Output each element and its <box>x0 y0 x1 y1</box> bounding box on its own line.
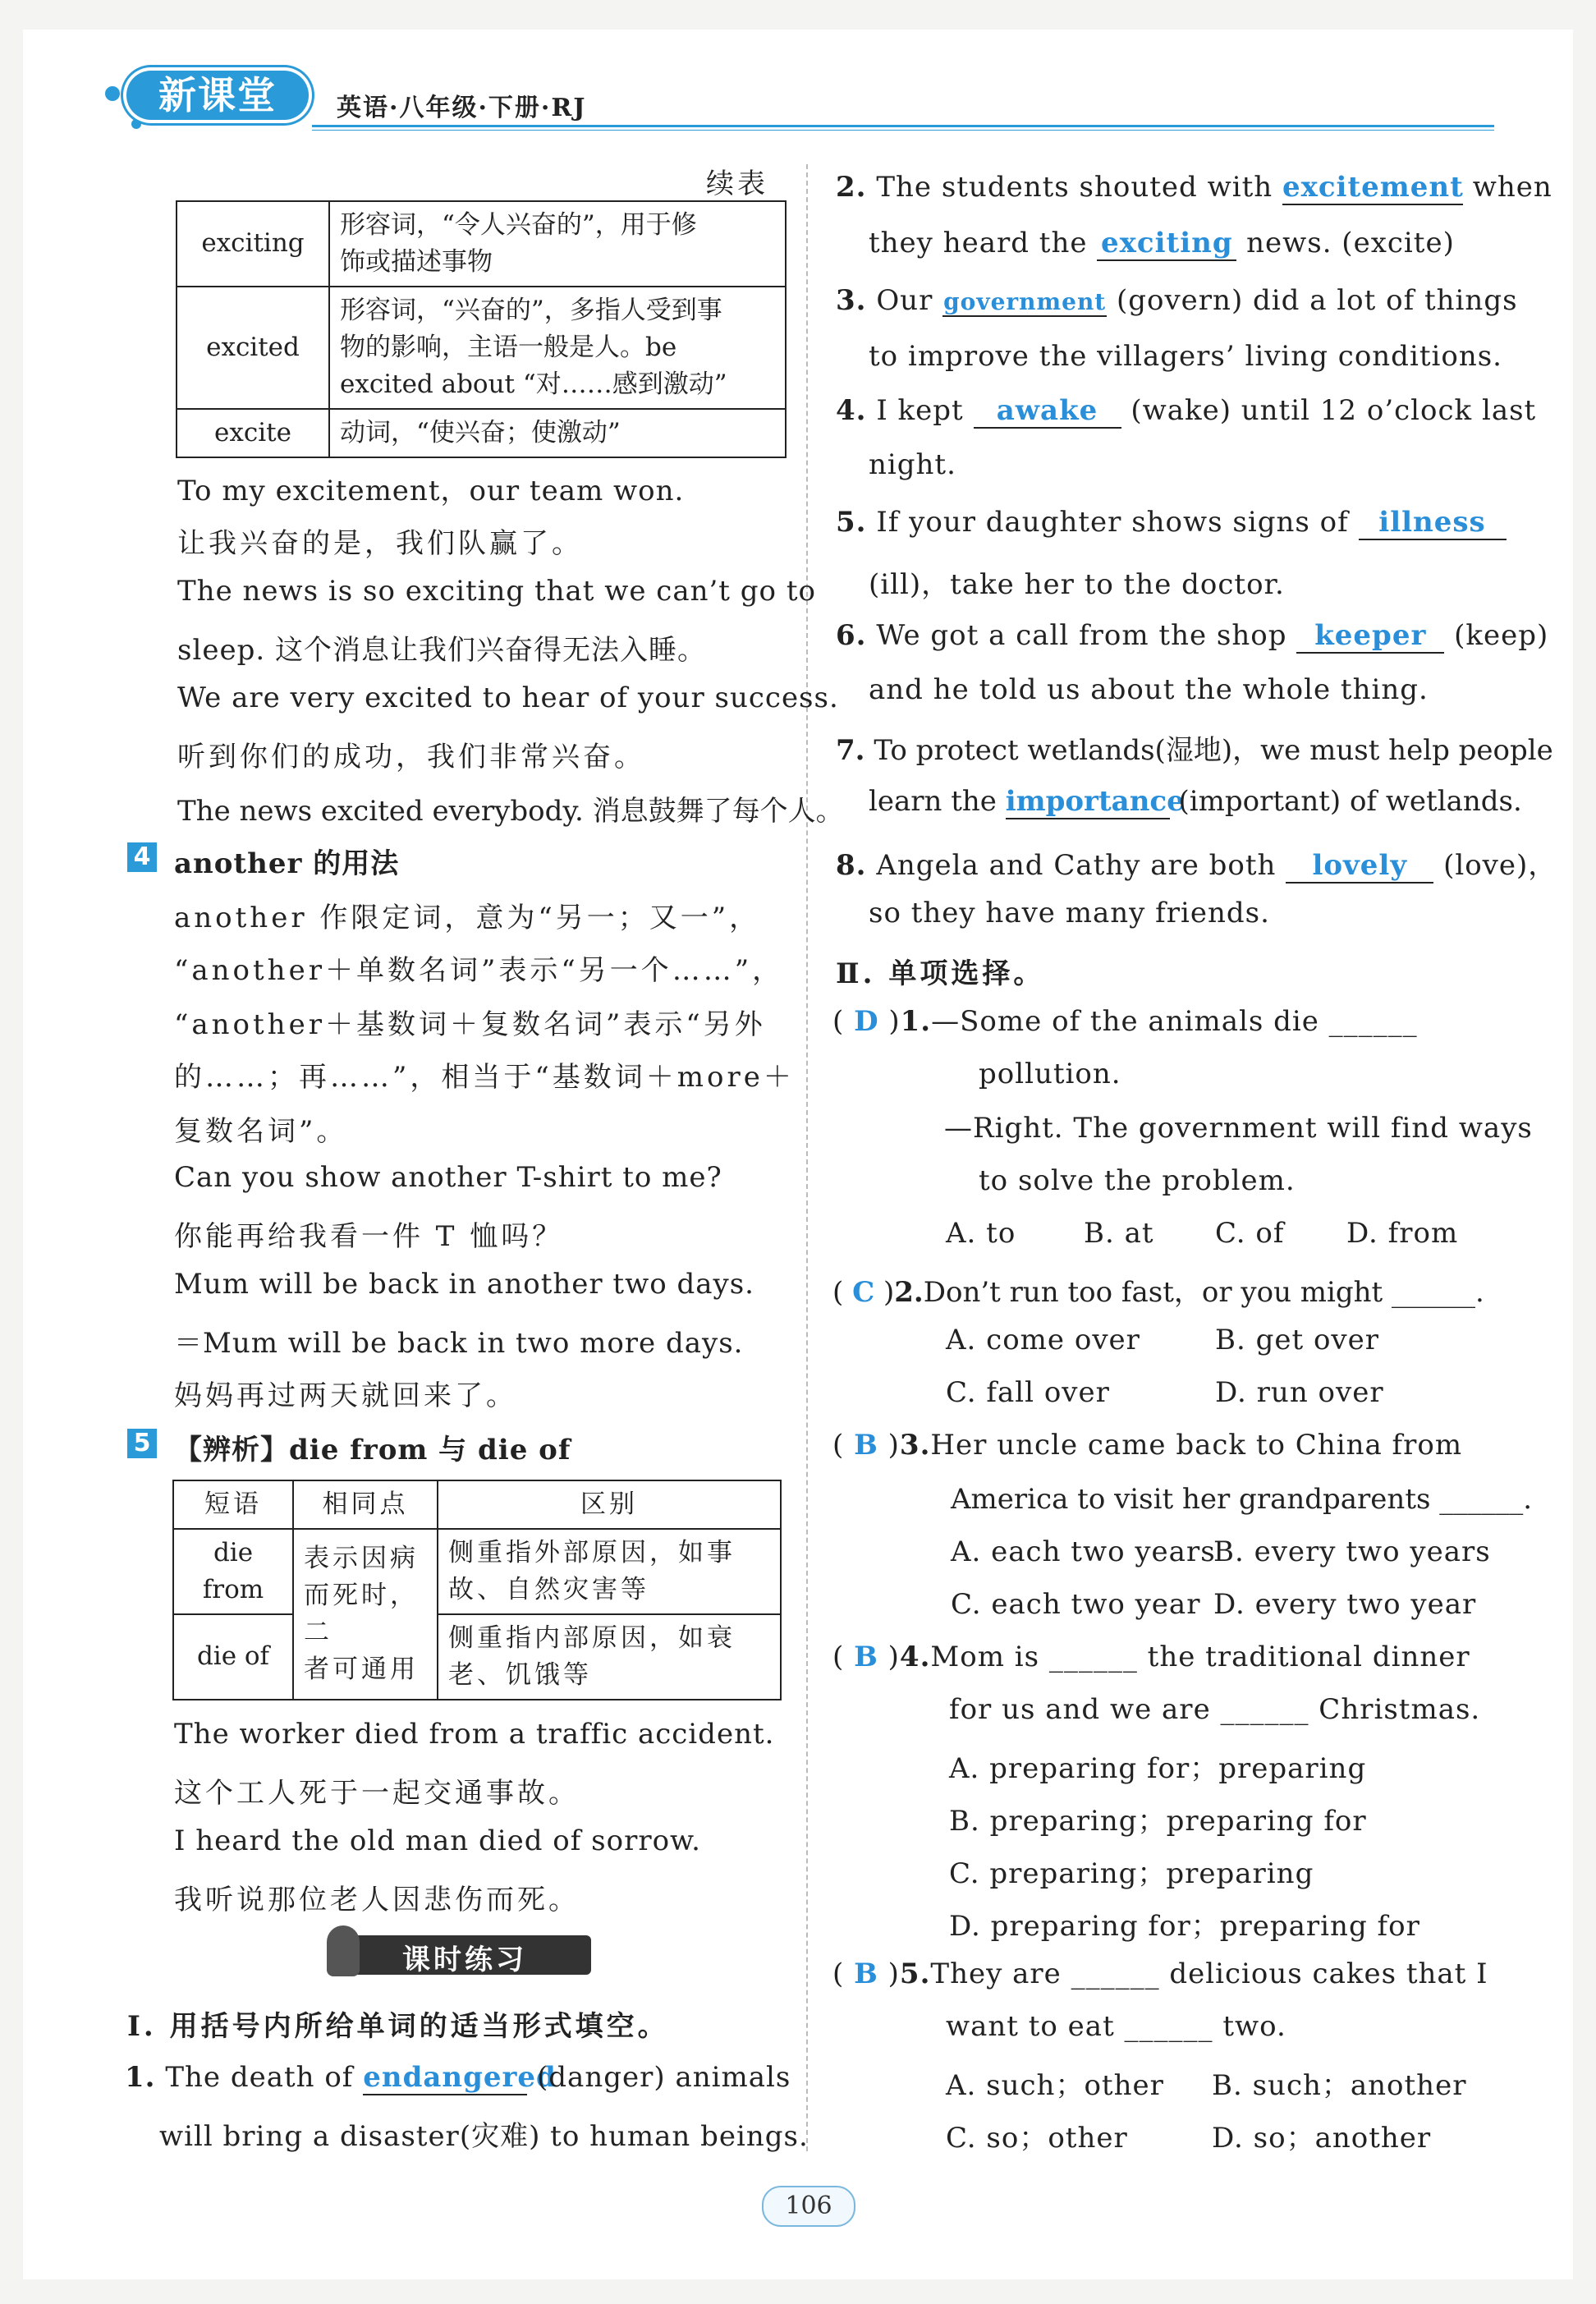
mc-option: B. get over <box>1215 1324 1380 1356</box>
section-line: 的……；再……”，相当于“基数词＋more＋ <box>174 1061 795 1094</box>
table-header: 短语 <box>173 1480 293 1529</box>
table-cell-common: 表示因病 而死时，二 者可通用 <box>293 1529 438 1700</box>
mc-option: A. such；other <box>946 2069 1164 2102</box>
mc-line: pollution. <box>979 1058 1121 1090</box>
answer-blank: keeper <box>1296 619 1444 654</box>
mc-option: D. run over <box>1215 1376 1384 1409</box>
table-cell-phrase: die of <box>173 1614 293 1700</box>
section-line: another 作限定词，意为“另一；又一”， <box>174 902 761 934</box>
mc-option: A. to <box>946 1217 1016 1250</box>
answer-blank: awake <box>974 394 1121 429</box>
table-header-row <box>173 1480 781 1529</box>
section-title: another 的用法 <box>174 847 400 880</box>
section-line: 复数名词”。 <box>174 1115 348 1148</box>
example-line: The news is so exciting that we can’t go to <box>177 575 816 608</box>
question-7: 7. To protect wetlands(湿地)，we must help people <box>836 734 1553 767</box>
mc-option: D. preparing for；preparing for <box>949 1910 1420 1943</box>
column-divider <box>806 164 808 2151</box>
header-logo: 新课堂 <box>123 67 312 123</box>
table-row <box>173 1529 781 1614</box>
mc-question-5: ( B )5.They are ______ delicious cakes that I <box>832 1957 1488 1990</box>
die-from-die-of-table <box>172 1480 782 1700</box>
mc-option: D. so；another <box>1212 2122 1432 2155</box>
practice-banner <box>320 1925 599 1976</box>
header-dot-icon <box>105 86 120 101</box>
table-row <box>177 201 786 287</box>
page-number: 106 <box>762 2186 855 2227</box>
mc-option: C. preparing；preparing <box>949 1857 1314 1890</box>
table-cell-desc: 动词，“使兴奋；使激动” <box>329 409 786 457</box>
example-line: To my excitement，our team won. <box>177 475 685 507</box>
mc-line: for us and we are ______ Christmas. <box>949 1693 1481 1726</box>
question-4: 4. I kept awake (wake) until 12 o’clock last <box>836 394 1537 427</box>
header-rule-thin <box>312 130 1494 131</box>
question-3: 3. Our government (govern) did a lot of things <box>836 284 1518 317</box>
part-title: Ⅱ. 单项选择。 <box>836 957 1045 990</box>
table-cell-desc: 形容词，“兴奋的”，多指人受到事 物的影响，主语一般是人。be excited about “对……感到激动” <box>329 287 786 409</box>
mc-answer: B <box>854 1641 878 1673</box>
table-cell-desc: 形容词，“令人兴奋的”，用于修 饰或描述事物 <box>329 201 786 287</box>
example-line: 我听说那位老人因悲伤而死。 <box>174 1884 580 1916</box>
table-cell-diff: 侧重指内部原因，如衰 老、饥饿等 <box>438 1614 781 1700</box>
question-8: 8. Angela and Cathy are both lovely (love)， <box>836 849 1557 882</box>
mc-answer: C <box>852 1276 875 1309</box>
mc-answer: D <box>854 1005 879 1038</box>
question-1: 1. The death of endangered (danger) animals <box>125 2061 791 2094</box>
table-row <box>177 287 786 409</box>
mc-option: B. every two years <box>1213 1535 1491 1568</box>
table-cell-phrase: die from <box>173 1529 293 1614</box>
mc-question-3: ( B )3.Her uncle came back to China from <box>832 1429 1463 1462</box>
answer-blank: endangered <box>363 2061 557 2094</box>
section-line: “another＋单数名词”表示“另一个……”， <box>174 954 784 987</box>
answer-blank: exciting <box>1097 227 1236 261</box>
mc-option: B. at <box>1084 1217 1154 1250</box>
section-line: 妈妈再过两天就回来了。 <box>174 1379 517 1412</box>
section-number-badge: 5 <box>127 1429 157 1458</box>
question-line: learn the importance (important) of wetlands. <box>869 785 1522 818</box>
question-line: night. <box>869 448 956 481</box>
example-line: sleep. 这个消息让我们兴奋得无法入睡。 <box>177 634 706 667</box>
table-cell-word: excited <box>177 287 329 409</box>
question-6: 6. We got a call from the shop keeper (keep) <box>836 619 1549 652</box>
example-line: I heard the old man died of sorrow. <box>174 1824 701 1857</box>
mc-answer: B <box>854 1957 878 1990</box>
header-rule <box>312 125 1494 127</box>
mc-option: C. so；other <box>946 2122 1128 2155</box>
mc-line: —Right. The government will find ways <box>944 1112 1533 1145</box>
section-line: ＝Mum will be back in two more days. <box>174 1327 744 1360</box>
continued-label: 续表 <box>706 168 768 200</box>
answer-blank: lovely <box>1286 849 1433 884</box>
question-line: so they have many friends. <box>869 897 1270 929</box>
part-title: Ⅰ. 用括号内所给单词的适当形式填空。 <box>127 2010 669 2043</box>
example-line: 听到你们的成功，我们非常兴奋。 <box>177 741 645 773</box>
word-form-table <box>176 200 787 458</box>
question-line: to improve the villagers’ living conditions. <box>869 340 1502 373</box>
mc-option: A. each two years <box>951 1535 1216 1568</box>
microphone-icon <box>327 1925 360 1976</box>
question-line: will bring a disaster(灾难) to human beings. <box>159 2120 809 2153</box>
table-row <box>177 409 786 457</box>
mc-option: C. each two year <box>951 1588 1201 1621</box>
answer-blank: importance <box>1005 785 1185 818</box>
mc-option: A. preparing for；preparing <box>949 1752 1367 1785</box>
table-header: 区别 <box>438 1480 781 1529</box>
table-header: 相同点 <box>293 1480 438 1529</box>
example-line: 这个工人死于一起交通事故。 <box>174 1777 580 1810</box>
question-2: 2. The students shouted with excitement when <box>836 171 1552 204</box>
mc-question-2: ( C )2.Don’t run too fast，or you might ______. <box>832 1276 1484 1309</box>
example-line: 让我兴奋的是，我们队赢了。 <box>177 527 583 560</box>
table-cell-diff: 侧重指外部原因，如事 故、自然灾害等 <box>438 1529 781 1614</box>
mc-option: C. fall over <box>946 1376 1110 1409</box>
table-row <box>173 1614 781 1700</box>
answer-blank: excitement <box>1282 171 1464 204</box>
mc-line: to solve the problem. <box>979 1164 1296 1197</box>
mc-option: C. of <box>1215 1217 1285 1250</box>
mc-question-4: ( B )4.Mom is ______ the traditional dinner <box>832 1641 1470 1673</box>
table-cell-word: exciting <box>177 201 329 287</box>
answer-blank: illness <box>1359 506 1507 540</box>
header-subtitle: 英语·八年级·下册·RJ <box>337 94 587 122</box>
question-line: they heard the exciting news. (excite) <box>869 227 1455 259</box>
mc-option: B. such；another <box>1212 2069 1467 2102</box>
question-line: (ill)，take her to the doctor. <box>869 568 1285 601</box>
mc-option: A. come over <box>946 1324 1140 1356</box>
section-line: 你能再给我看一件 T 恤吗？ <box>174 1220 564 1253</box>
example-line: The worker died from a traffic accident. <box>174 1718 775 1751</box>
example-line: We are very excited to hear of your success. <box>177 682 839 714</box>
table-cell-word: excite <box>177 409 329 457</box>
section-line: Can you show another T-shirt to me? <box>174 1161 722 1194</box>
section-line: Mum will be back in another two days. <box>174 1268 754 1301</box>
mc-question-1: ( D )1.—Some of the animals die ______ <box>832 1005 1418 1038</box>
mc-line: want to eat ______ two. <box>946 2010 1286 2043</box>
section-line: “another＋基数词＋复数名词”表示“另外 <box>174 1008 766 1041</box>
banner-title: 课时练习 <box>402 1944 527 1976</box>
question-line: and he told us about the whole thing. <box>869 673 1429 706</box>
mc-answer: B <box>854 1429 878 1462</box>
section-number-badge: 4 <box>127 842 157 872</box>
question-5: 5. If your daughter shows signs of illness <box>836 506 1507 540</box>
example-line: The news excited everybody. 消息鼓舞了每个人。 <box>177 795 844 828</box>
answer-blank: government <box>943 288 1107 315</box>
section-title: 【辨析】die from 与 die of <box>174 1434 571 1466</box>
mc-line: America to visit her grandparents ______. <box>951 1483 1533 1516</box>
mc-option: D. every two year <box>1213 1588 1477 1621</box>
mc-option: D. from <box>1346 1217 1459 1250</box>
mc-option: B. preparing；preparing for <box>949 1805 1367 1838</box>
